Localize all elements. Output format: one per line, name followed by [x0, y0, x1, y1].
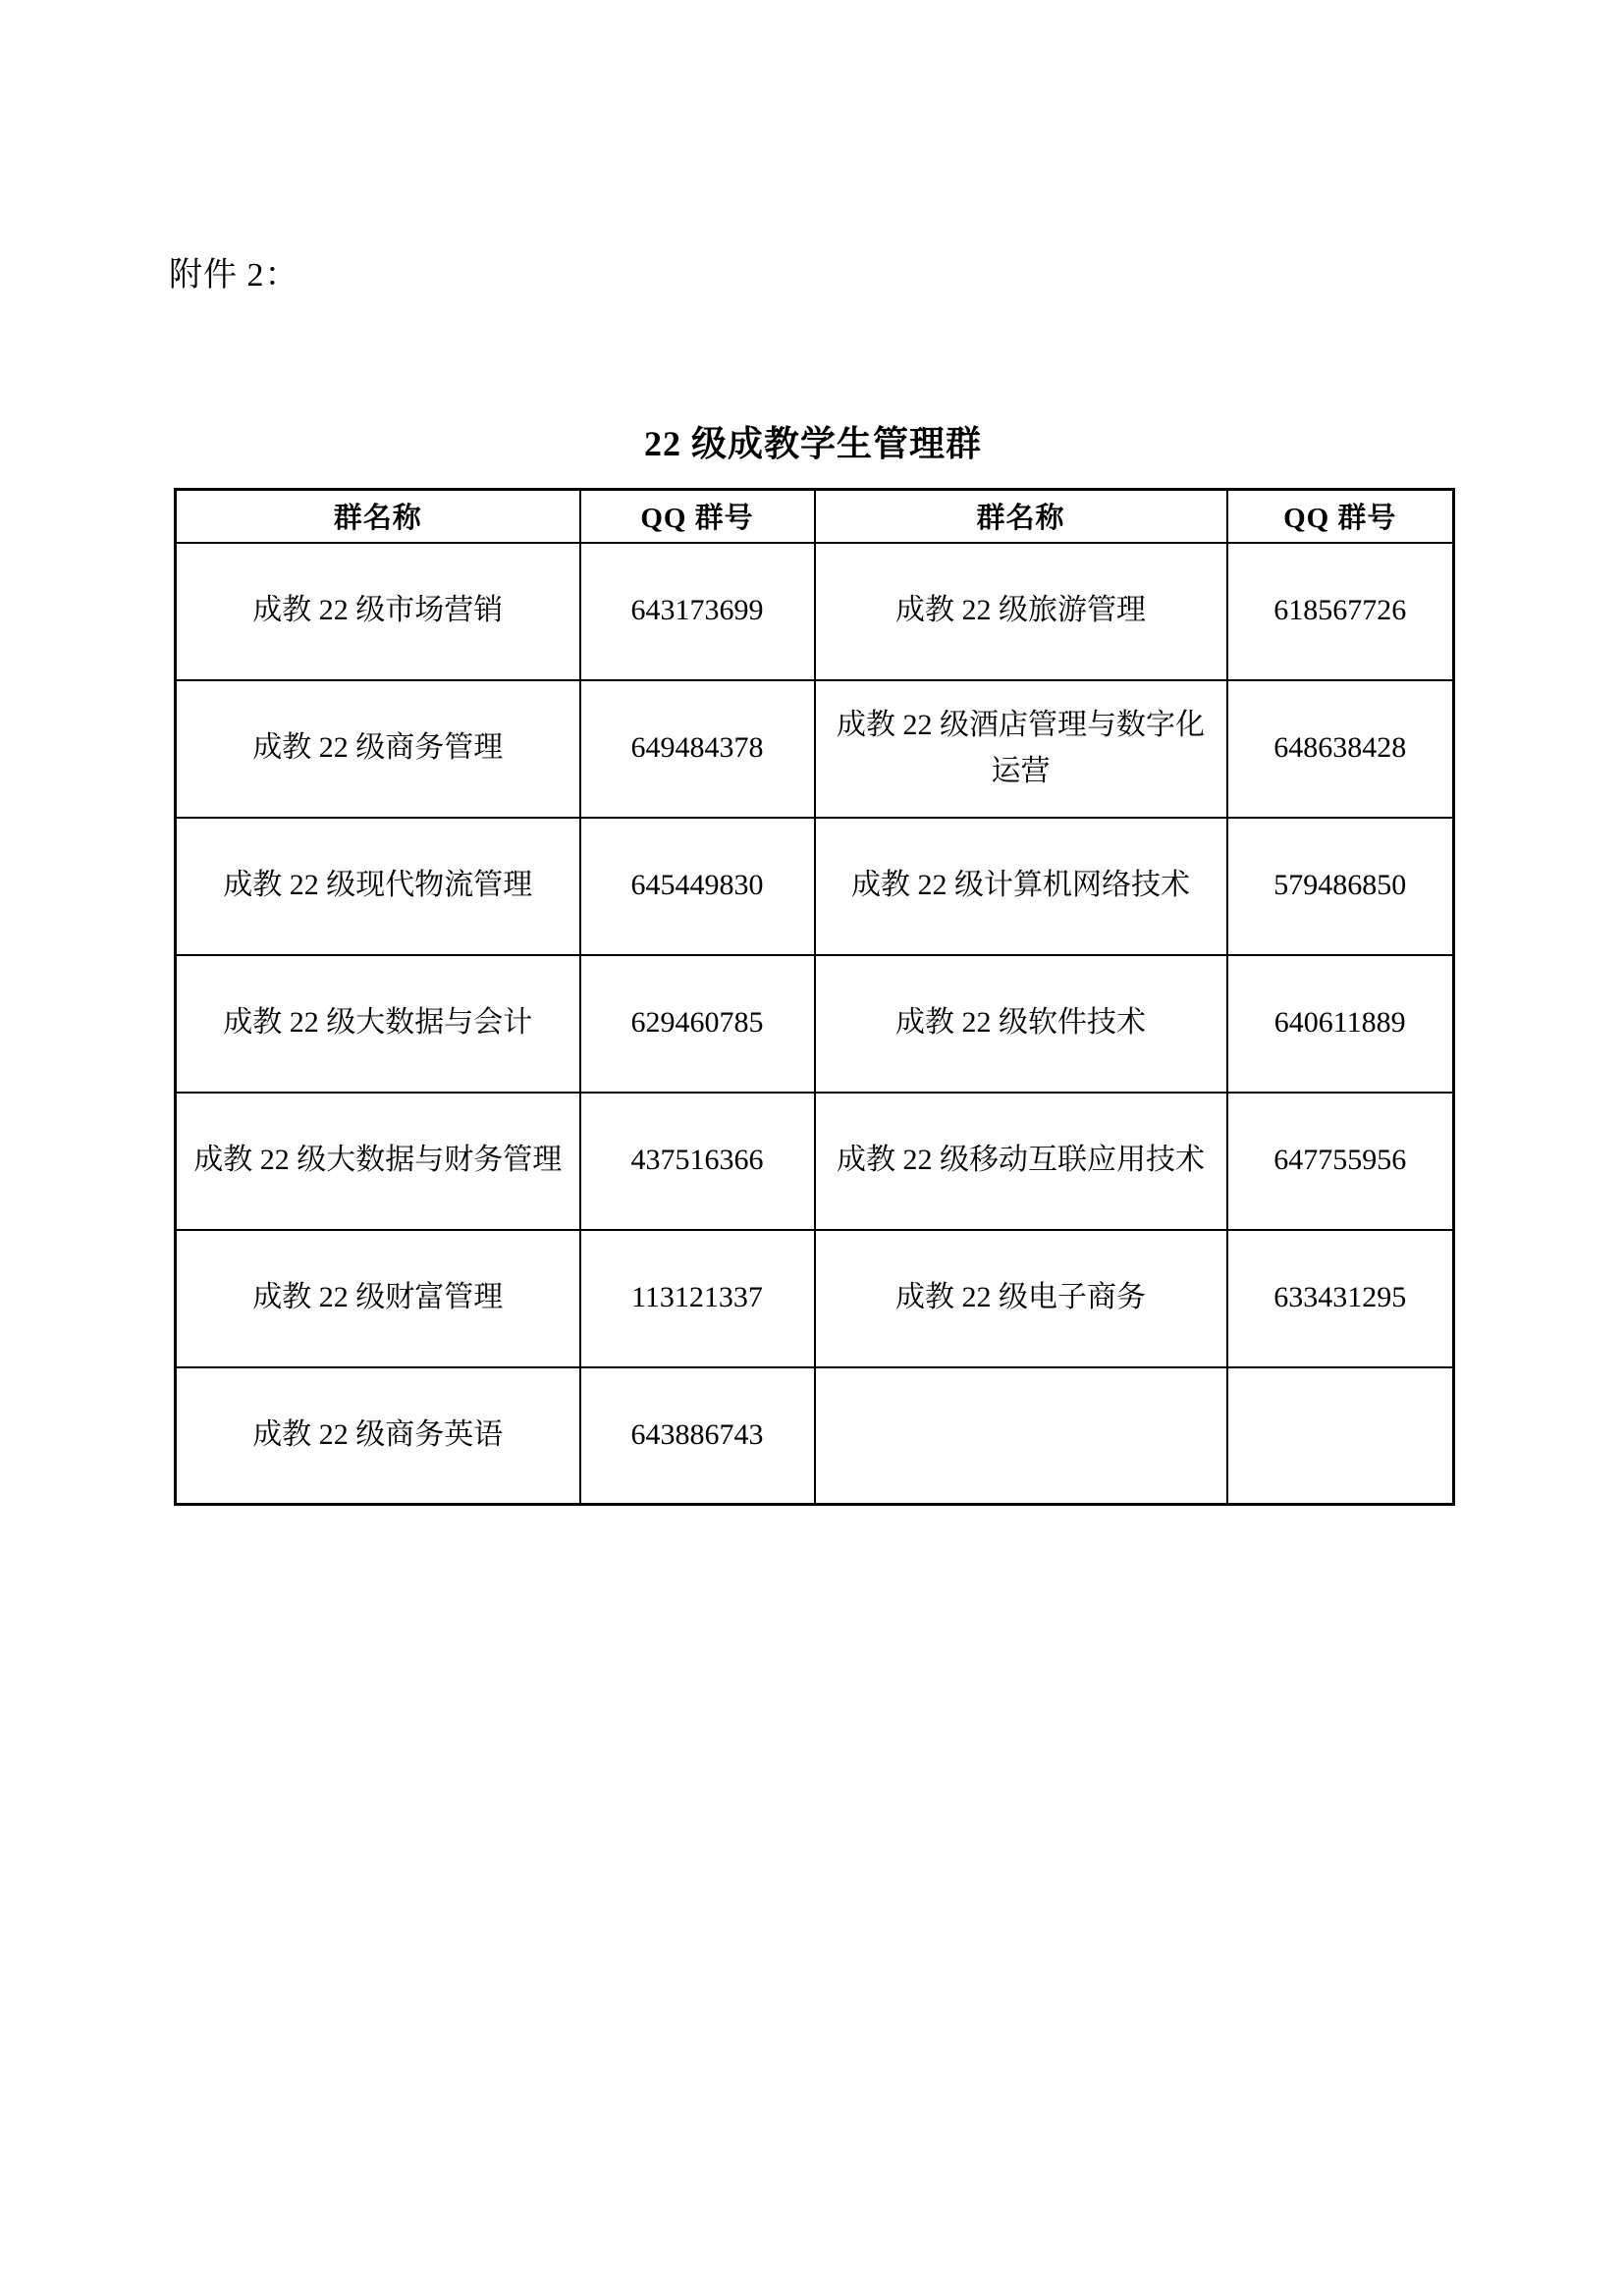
qq-number-cell: [1227, 1367, 1454, 1505]
qq-number-cell: 649484378: [580, 680, 815, 818]
table-row: [176, 1093, 1454, 1230]
column-header-group-name-right: 群名称: [815, 490, 1227, 543]
group-name-cell: 成教 22 级软件技术: [815, 955, 1227, 1093]
group-name-cell: 成教 22 级市场营销: [176, 543, 580, 680]
group-name-cell: 成教 22 级酒店管理与数字化运营: [815, 680, 1227, 818]
group-name-cell: 成教 22 级电子商务: [815, 1230, 1227, 1367]
table-row: [176, 818, 1454, 955]
page-title: 22 级成教学生管理群: [643, 424, 982, 463]
qq-number-cell: 113121337: [580, 1230, 815, 1367]
group-name-cell: 成教 22 级商务英语: [176, 1367, 580, 1505]
group-name-cell: [815, 1367, 1227, 1505]
group-name-cell: 成教 22 级财富管理: [176, 1230, 580, 1367]
table-row: [176, 1367, 1454, 1505]
qq-number-cell: 647755956: [1227, 1093, 1454, 1230]
qq-number-cell: 640611889: [1227, 955, 1454, 1093]
column-header-group-name-left: 群名称: [176, 490, 580, 543]
group-name-cell: 成教 22 级移动互联应用技术: [815, 1093, 1227, 1230]
table-row: [176, 680, 1454, 818]
group-name-cell: 成教 22 级计算机网络技术: [815, 818, 1227, 955]
qq-number-cell: 629460785: [580, 955, 815, 1093]
group-name-cell: 成教 22 级大数据与财务管理: [176, 1093, 580, 1230]
table-row: [176, 955, 1454, 1093]
column-header-qq-number-right: QQ 群号: [1227, 490, 1454, 543]
table-row: [176, 543, 1454, 680]
qq-number-cell: 643886743: [580, 1367, 815, 1505]
table-row: [176, 1230, 1454, 1367]
column-header-qq-number-left: QQ 群号: [580, 490, 815, 543]
qq-number-cell: 437516366: [580, 1093, 815, 1230]
qq-number-cell: 643173699: [580, 543, 815, 680]
table-header-row: [176, 490, 1454, 543]
group-name-cell: 成教 22 级大数据与会计: [176, 955, 580, 1093]
qq-group-table: [174, 488, 1455, 1506]
group-name-cell: 成教 22 级现代物流管理: [176, 818, 580, 955]
attachment-label: 附件 2：: [169, 257, 299, 294]
qq-number-cell: 645449830: [580, 818, 815, 955]
group-name-cell: 成教 22 级商务管理: [176, 680, 580, 818]
qq-number-cell: 633431295: [1227, 1230, 1454, 1367]
qq-number-cell: 579486850: [1227, 818, 1454, 955]
qq-number-cell: 618567726: [1227, 543, 1454, 680]
group-name-cell: 成教 22 级旅游管理: [815, 543, 1227, 680]
qq-number-cell: 648638428: [1227, 680, 1454, 818]
